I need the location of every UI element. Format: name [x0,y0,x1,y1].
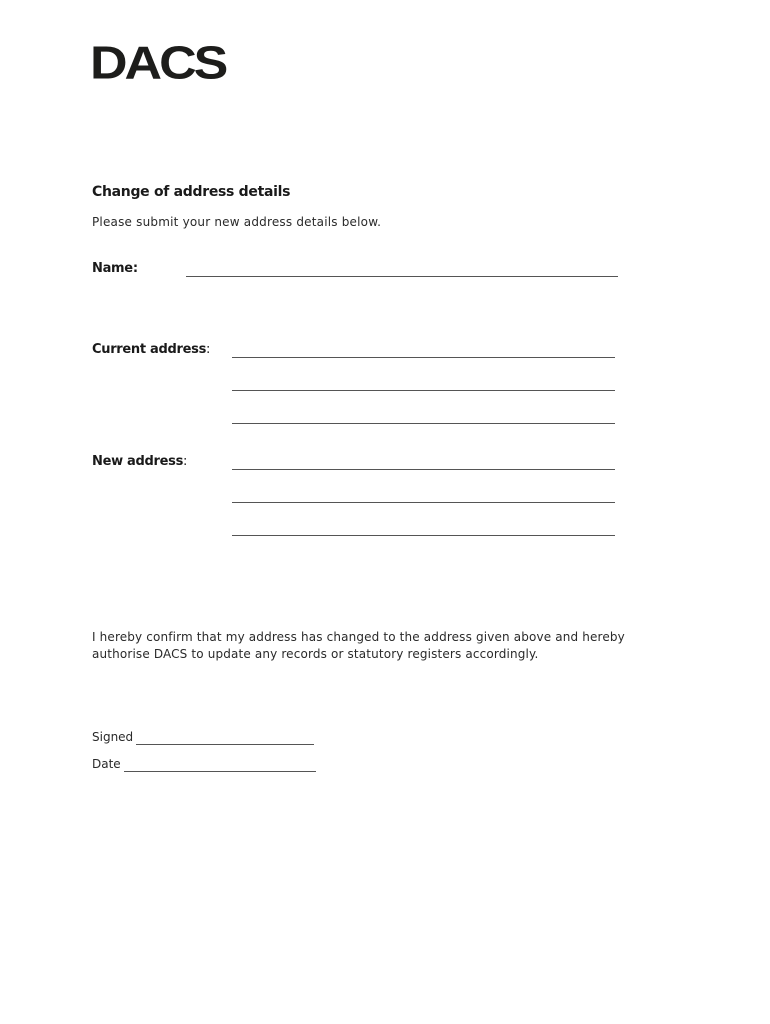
new-address-label-text: New address [92,454,184,469]
new-address-label [92,454,187,469]
signature-line[interactable] [136,744,314,745]
form-intro: Please submit your new address details below. [92,215,382,229]
current-address-line-2[interactable] [232,390,615,391]
new-address-line-3[interactable] [232,535,615,536]
confirmation-statement: I hereby confirm that my address has changed to the address given above and hereby authorise DACS to update any records or statutory registers accordingly. [92,630,625,661]
current-address-line-3[interactable] [232,423,615,424]
current-address-label [92,342,210,357]
new-address-line-1[interactable] [232,469,615,470]
new-address-line-2[interactable] [232,502,615,503]
name-label: Name: [92,261,138,276]
dacs-logo: DACS [90,36,226,90]
name-field-line[interactable] [186,276,618,277]
date-label: Date [92,757,121,771]
current-address-line-1[interactable] [232,357,615,358]
current-address-label-text: Current address [92,342,207,357]
date-line[interactable] [124,771,316,772]
form-title: Change of address details [92,184,291,200]
signed-label: Signed [92,730,134,744]
current-address-colon: : [206,342,211,357]
new-address-colon: : [183,454,188,469]
